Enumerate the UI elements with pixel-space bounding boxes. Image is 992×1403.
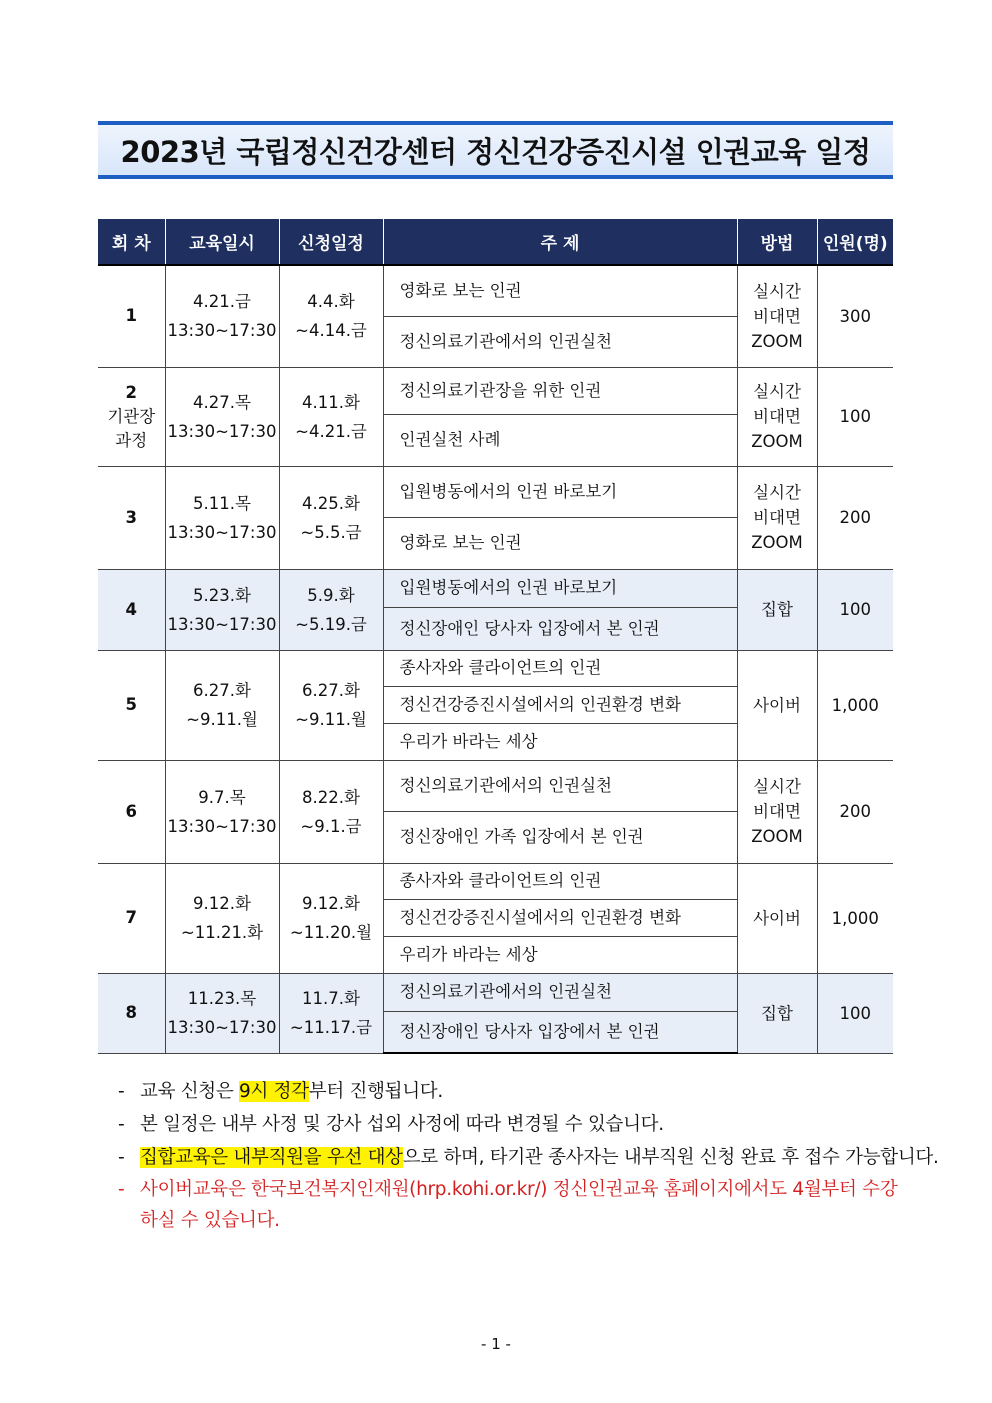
apply-period — [279, 265, 383, 367]
edu-time: 13:30~17:30 — [167, 321, 277, 341]
method-line: 비대면 — [753, 407, 801, 426]
apply-start: 4.4.화 — [307, 292, 355, 312]
edu-datetime — [165, 466, 279, 569]
session-number — [98, 760, 165, 863]
table-row — [98, 466, 893, 517]
session-number — [98, 863, 165, 973]
method-line: 실시간 — [753, 483, 801, 502]
edu-date: 6.27.화 — [193, 681, 251, 700]
topic-cell: 정신장애인 당사자 입장에서 본 인권 — [383, 607, 737, 650]
apply-start: 5.9.화 — [307, 585, 355, 605]
method-line: 실시간 — [753, 281, 801, 301]
method-line: 비대면 — [753, 508, 801, 527]
method-line: 사이버 — [753, 695, 801, 715]
method-cell — [737, 265, 817, 367]
session-number-value: 4 — [125, 599, 137, 619]
method-cell — [737, 569, 817, 650]
apply-period — [279, 760, 383, 863]
topic-cell: 정신장애인 가족 입장에서 본 인권 — [383, 811, 737, 863]
topic-cell: 우리가 바라는 세상 — [383, 936, 737, 973]
apply-start: 4.11.화 — [302, 392, 360, 412]
table-row — [98, 863, 893, 899]
session-number-value: 6 — [125, 801, 137, 821]
count-cell: 200 — [817, 760, 893, 863]
method-line: ZOOM — [751, 827, 803, 846]
apply-end: ~9.11.월 — [295, 710, 367, 729]
topic-cell: 정신건강증진시설에서의 인권환경 변화 — [383, 899, 737, 936]
note-text: 교육 신청은 — [140, 1081, 240, 1102]
table-row — [98, 760, 893, 811]
apply-period — [279, 569, 383, 650]
topic-cell: 종사자와 클라이언트의 인권 — [383, 863, 737, 899]
edu-datetime — [165, 367, 279, 466]
method-line: 비대면 — [753, 802, 801, 821]
table-row — [98, 973, 893, 1011]
edu-datetime — [165, 569, 279, 650]
note-text: 본 일정은 내부 사정 및 강사 섭외 사정에 따라 변경될 수 있습니다. — [140, 1114, 664, 1135]
note-text: 사이버교육은 한국보건복지인재원(hrp.kohi.or.kr/) 정신인권교육 홈페이지에서도 4월부터 수강 하실 수 있습니다. — [140, 1179, 898, 1231]
note-item — [118, 1075, 898, 1108]
topic-cell: 정신의료기관장을 위한 인권 — [383, 367, 737, 414]
edu-date: 5.23.화 — [193, 585, 251, 605]
edu-time: 13:30~17:30 — [167, 522, 277, 542]
edu-datetime — [165, 760, 279, 863]
note-dash: - — [118, 1114, 125, 1135]
apply-period — [279, 863, 383, 973]
apply-end: ~4.14.금 — [295, 321, 367, 341]
edu-date: 4.21.금 — [193, 292, 251, 312]
page-number: - 1 - — [481, 1335, 511, 1353]
edu-datetime — [165, 863, 279, 973]
schedule-table — [98, 219, 893, 1054]
session-number — [98, 569, 165, 650]
method-line: ZOOM — [751, 432, 803, 451]
apply-start: 9.12.화 — [302, 894, 360, 913]
apply-start: 8.22.화 — [302, 787, 360, 807]
table-row — [98, 265, 893, 316]
edu-time: 13:30~17:30 — [167, 614, 277, 634]
apply-period — [279, 367, 383, 466]
method-line: 사이버 — [753, 908, 801, 928]
topic-cell: 정신의료기관에서의 인권실천 — [383, 316, 737, 367]
page-title: 2023년 국립정신건강센터 정신건강증진시설 인권교육 일정 — [120, 134, 871, 169]
session-number — [98, 973, 165, 1053]
count-cell: 1,000 — [817, 863, 893, 973]
apply-period — [279, 973, 383, 1053]
topic-cell: 영화로 보는 인권 — [383, 265, 737, 316]
edu-datetime — [165, 265, 279, 367]
edu-date: 5.11.목 — [193, 493, 251, 513]
note-item — [118, 1108, 898, 1141]
edu-date: 9.12.화 — [193, 894, 251, 913]
method-cell — [737, 760, 817, 863]
topic-cell: 우리가 바라는 세상 — [383, 723, 737, 760]
edu-time: ~9.11.월 — [186, 710, 258, 729]
method-line: ZOOM — [751, 331, 803, 351]
count-cell: 100 — [817, 367, 893, 466]
topic-cell: 입원병동에서의 인권 바로보기 — [383, 466, 737, 517]
edu-time: 13:30~17:30 — [167, 1018, 277, 1037]
method-cell — [737, 863, 817, 973]
apply-period — [279, 650, 383, 760]
header-topic: 주 제 — [383, 219, 737, 265]
note-item — [118, 1174, 898, 1236]
edu-date: 4.27.목 — [193, 392, 251, 412]
session-number-value: 1 — [125, 306, 137, 326]
title-banner — [98, 121, 893, 179]
method-line: 집합 — [761, 600, 793, 619]
table-row — [98, 569, 893, 607]
count-cell: 1,000 — [817, 650, 893, 760]
header-edu-date: 교육일시 — [165, 219, 279, 265]
topic-cell: 영화로 보는 인권 — [383, 517, 737, 569]
method-line: 실시간 — [753, 382, 801, 401]
highlighted-text: 9시 정각 — [239, 1081, 309, 1102]
highlighted-text: 집합교육은 내부직원을 우선 대상 — [140, 1147, 403, 1168]
notes-list — [118, 1075, 939, 1236]
method-cell — [737, 367, 817, 466]
note-dash: - — [118, 1147, 125, 1168]
header-count: 인원(명) — [817, 219, 893, 265]
edu-datetime — [165, 650, 279, 760]
apply-end: ~9.1.금 — [300, 816, 362, 836]
note-dash: - — [118, 1081, 125, 1102]
table-row — [98, 367, 893, 414]
session-number-value: 3 — [125, 507, 137, 527]
topic-cell: 정신장애인 당사자 입장에서 본 인권 — [383, 1011, 737, 1053]
edu-time: ~11.21.화 — [180, 923, 264, 942]
edu-time: 13:30~17:30 — [167, 421, 277, 441]
apply-start: 11.7.화 — [302, 989, 360, 1008]
method-line: 집합 — [761, 1003, 793, 1023]
topic-cell: 정신의료기관에서의 인권실천 — [383, 760, 737, 811]
count-cell: 100 — [817, 569, 893, 650]
session-number-value: 8 — [125, 1003, 137, 1022]
header-row — [98, 219, 893, 265]
note-dash: - — [118, 1179, 125, 1200]
session-number — [98, 367, 165, 466]
topic-cell: 인권실천 사례 — [383, 414, 737, 466]
apply-end: ~11.17.금 — [289, 1018, 373, 1037]
count-cell: 300 — [817, 265, 893, 367]
topic-cell: 종사자와 클라이언트의 인권 — [383, 650, 737, 686]
edu-date: 9.7.목 — [198, 787, 246, 807]
session-subtitle: 기관장 — [107, 406, 156, 426]
table-row — [98, 650, 893, 686]
note-item — [118, 1141, 939, 1174]
session-subtitle: 과정 — [115, 430, 148, 450]
session-number-value: 7 — [125, 908, 137, 927]
session-number — [98, 265, 165, 367]
count-cell: 200 — [817, 466, 893, 569]
session-number-value: 2 — [125, 382, 137, 402]
method-cell — [737, 650, 817, 760]
apply-start: 6.27.화 — [302, 681, 360, 700]
header-method: 방법 — [737, 219, 817, 265]
method-cell — [737, 973, 817, 1053]
note-text: 부터 진행됩니다. — [308, 1081, 443, 1102]
note-text: 으로 하며, 타기관 종사자는 내부직원 신청 완료 후 접수 가능합니다. — [402, 1147, 939, 1168]
apply-end: ~11.20.월 — [289, 923, 373, 942]
header-round: 회 차 — [98, 219, 165, 265]
edu-datetime — [165, 973, 279, 1053]
method-line: ZOOM — [751, 533, 803, 552]
apply-end: ~5.19.금 — [295, 614, 367, 634]
session-number-value: 5 — [125, 695, 137, 714]
topic-cell: 정신의료기관에서의 인권실천 — [383, 973, 737, 1011]
apply-end: ~4.21.금 — [295, 421, 367, 441]
apply-end: ~5.5.금 — [300, 522, 362, 542]
edu-date: 11.23.목 — [187, 989, 257, 1008]
apply-start: 4.25.화 — [302, 493, 360, 513]
topic-cell: 정신건강증진시설에서의 인권환경 변화 — [383, 686, 737, 723]
session-number — [98, 466, 165, 569]
method-cell — [737, 466, 817, 569]
topic-cell: 입원병동에서의 인권 바로보기 — [383, 569, 737, 607]
count-cell: 100 — [817, 973, 893, 1053]
method-line: 실시간 — [753, 777, 801, 796]
session-number — [98, 650, 165, 760]
apply-period — [279, 466, 383, 569]
method-line: 비대면 — [753, 306, 801, 326]
edu-time: 13:30~17:30 — [167, 816, 277, 836]
header-apply-period: 신청일정 — [279, 219, 383, 265]
